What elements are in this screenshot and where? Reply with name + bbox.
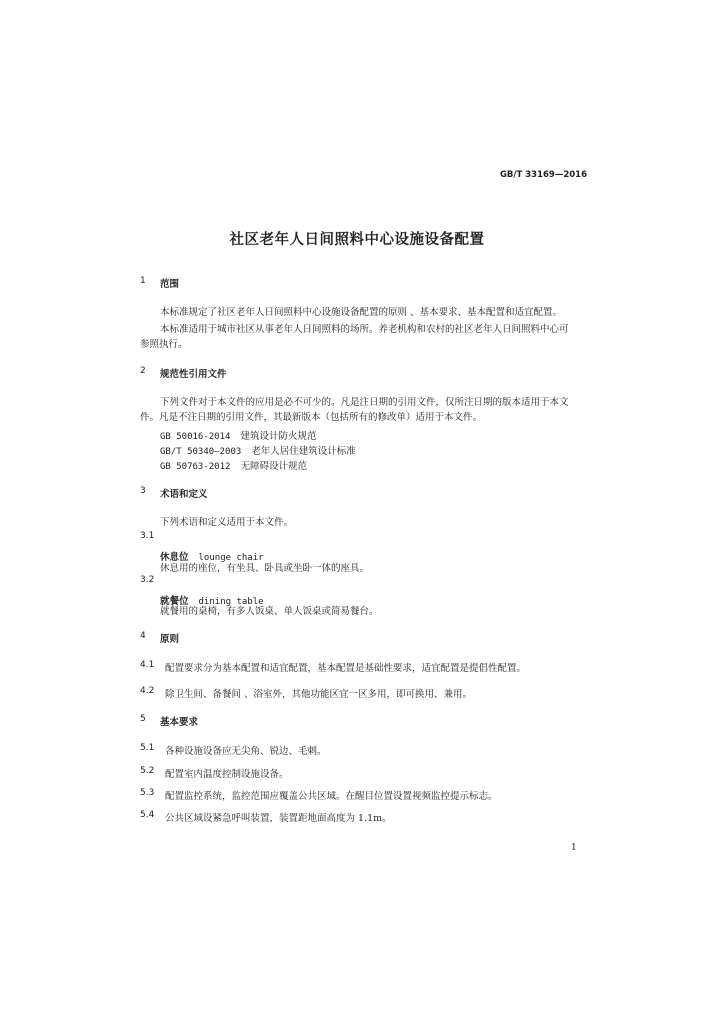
reference-code: GB 50763-2012 bbox=[160, 462, 231, 472]
term-definition: 就餐用的桌椅，有多人饭桌、单人饭桌或简易餐台。 bbox=[160, 606, 379, 617]
section-3-heading: 术语和定义 bbox=[160, 489, 208, 500]
section-5-heading: 基本要求 bbox=[160, 717, 199, 728]
term-number: 3.1 bbox=[140, 531, 155, 541]
section-1-paragraph-2-cont: 参照执行。 bbox=[140, 339, 188, 350]
section-2-number: 2 bbox=[140, 366, 146, 376]
section-2-heading: 规范性引用文件 bbox=[160, 369, 227, 380]
page-title: 社区老年人日间照料中心设施设备配置 bbox=[229, 232, 485, 248]
clause-number: 4.1 bbox=[140, 660, 155, 670]
section-2-paragraph-cont: 件。凡是不注日期的引用文件，其最新版本（包括所有的修改单）适用于本文件。 bbox=[140, 412, 483, 423]
clause-number: 5.2 bbox=[140, 766, 155, 776]
section-3-intro: 下列术语和定义适用于本文件。 bbox=[160, 517, 294, 528]
clause-text: 各种设施设备应无尖角、锐边、毛刺。 bbox=[165, 746, 327, 757]
section-2-paragraph: 下列文件对于本文件的应用是必不可少的。凡是注日期的引用文件，仅所注日期的版本适用于本文 bbox=[160, 397, 569, 408]
section-1-number: 1 bbox=[140, 276, 146, 286]
reference-item bbox=[160, 454, 307, 473]
reference-name: 无障碍设计规范 bbox=[240, 461, 307, 472]
clause-text: 公共区域设紧急呼叫装置，装置距地面高度为 1.1m。 bbox=[165, 813, 392, 824]
section-1-paragraph-1: 本标准规定了社区老年人日间照料中心设施设备配置的原则 、基本要求、基本配置和适宜配置。 bbox=[160, 307, 563, 318]
reference-name: 老年人居住建筑设计标准 bbox=[251, 446, 356, 457]
section-1-paragraph-2: 本标准适用于城市社区从事老年人日间照料的场所。养老机构和农村的社区老年人日间照料中心可 bbox=[160, 324, 569, 335]
reference-name: 建筑设计防火规范 bbox=[240, 431, 317, 442]
term-english: dining table bbox=[198, 597, 264, 607]
clause-text: 除卫生间、备餐间 、浴室外，其他功能区宜一区多用，即可换用、兼用。 bbox=[165, 689, 473, 700]
term-english: lounge chair bbox=[198, 553, 264, 563]
section-1-heading: 范围 bbox=[160, 279, 180, 290]
section-4-number: 4 bbox=[140, 631, 146, 641]
section-5-number: 5 bbox=[140, 714, 146, 724]
clause-number: 5.3 bbox=[140, 788, 155, 798]
clause-number: 5.4 bbox=[140, 810, 155, 820]
clause-text: 配置要求分为基本配置和适宜配置，基本配置是基础性要求，适宜配置是提倡性配置。 bbox=[165, 663, 527, 674]
clause-number: 4.2 bbox=[140, 686, 155, 696]
term-name: 休息位 bbox=[160, 552, 189, 563]
section-4-heading: 原则 bbox=[160, 634, 180, 645]
clause-text: 配置室内温度控制设施设备。 bbox=[165, 769, 289, 780]
reference-code: GB/T 50340—2003 bbox=[160, 447, 242, 457]
section-3-number: 3 bbox=[140, 486, 146, 496]
term-name: 就餐位 bbox=[160, 596, 189, 607]
reference-code: GB 50016-2014 bbox=[160, 432, 231, 442]
clause-text: 配置监控系统，监控范围应覆盖公共区域。在醒目位置设置视频监控提示标志。 bbox=[165, 791, 498, 802]
page-number: 1 bbox=[571, 843, 577, 853]
clause-number: 5.1 bbox=[140, 743, 155, 753]
term-definition: 休息用的座位，有坐具、卧具或坐卧一体的座具。 bbox=[160, 563, 370, 574]
term-number: 3.2 bbox=[140, 575, 155, 585]
standard-number: GB/T 33169—2016 bbox=[499, 170, 587, 180]
